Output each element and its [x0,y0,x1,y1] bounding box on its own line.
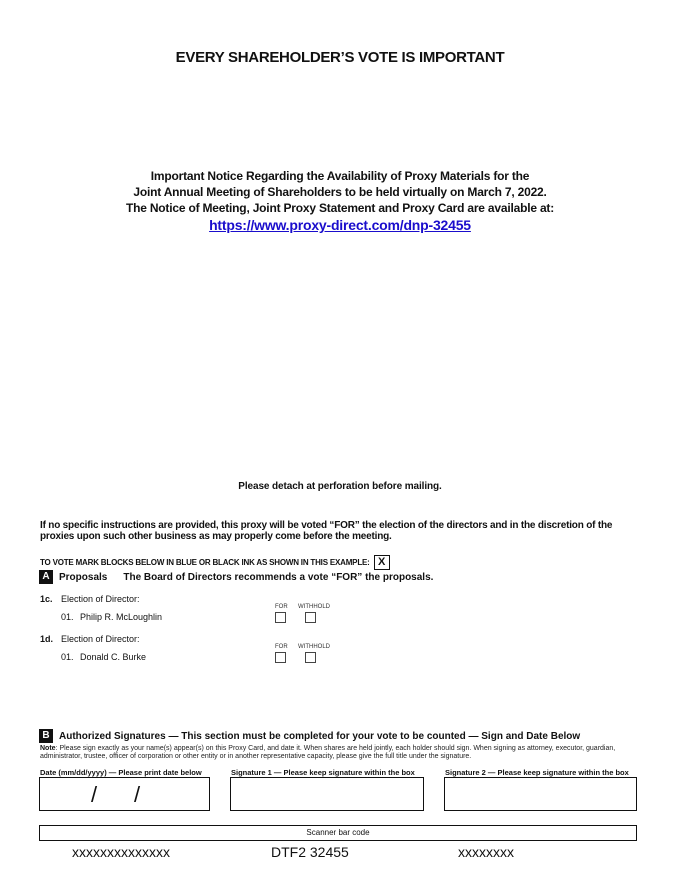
date-separator: / [134,782,141,807]
detach-instruction: Please detach at perforation before mailing. [238,481,442,492]
signature-note [40,745,640,761]
voting-instructions: If no specific instructions are provided, this proxy will be voted “FOR” the election of the directors and in the discretion of the proxies upon such other business as may properly come before the meeting. [40,520,613,542]
section-b-tag: B [39,729,53,743]
nominee-name: Philip R. McLoughlin [80,612,163,622]
page-title: EVERY SHAREHOLDER’S VOTE IS IMPORTANT [175,49,505,66]
signature-1-label: Signature 1 — Please keep signature within the box [231,768,415,777]
nominee-name: Donald C. Burke [80,652,147,662]
nominee-number: 01. [61,652,74,662]
code-left: xxxxxxxxxxxxxx [72,844,170,860]
vote-withhold-header: WITHHOLD [298,644,330,650]
proposal-title: Election of Director: [61,594,140,604]
vote-for-header: FOR [275,604,288,610]
proposal-number: 1d. [40,634,54,644]
proxy-notice [0,168,680,234]
date-separator: / [91,782,98,807]
mark-example-box: X [374,555,390,570]
note-label: Note [40,745,56,752]
nominee-number: 01. [61,612,74,622]
notice-line-1: Important Notice Regarding the Availability of Proxy Materials for the [150,169,530,183]
section-a-tag: A [39,570,53,584]
note-text: : Please sign exactly as your name(s) appear(s) on this Proxy Card, and date it. When shares are held jointly, each holder should sign. When signing as attorney, executor, guardian, administrator, trustee, officer of corporation or other entity or in another representative capacity, please give the full title under the signature. [40,745,616,760]
signature-2-label: Signature 2 — Please keep signature within the box [445,768,629,777]
section-a-label: Proposals [59,571,108,583]
vote-withhold-checkbox[interactable] [305,612,316,623]
notice-line-3: The Notice of Meeting, Joint Proxy Statement and Proxy Card are available at: [125,201,555,215]
mark-example-text: TO VOTE MARK BLOCKS BELOW IN BLUE OR BLACK INK AS SHOWN IN THIS EXAMPLE: [40,558,370,567]
mark-example-row [40,555,390,570]
code-mid: DTF2 32455 [271,844,349,860]
date-label: Date (mm/dd/yyyy) — Please print date below [40,768,202,777]
scanner-bar-code: Scanner bar code [39,825,637,841]
proposal-number: 1c. [40,594,53,604]
vote-for-checkbox[interactable] [275,612,286,623]
notice-line-2: Joint Annual Meeting of Shareholders to be held virtually on March 7, 2022. [133,185,547,199]
code-right: xxxxxxxx [458,844,514,860]
date-input-box[interactable] [39,777,210,811]
vote-withhold-header: WITHHOLD [298,604,330,610]
signature-1-box[interactable] [230,777,424,811]
vote-for-checkbox[interactable] [275,652,286,663]
board-recommendation: The Board of Directors recommends a vote “FOR” the proposals. [123,571,434,583]
vote-withhold-checkbox[interactable] [305,652,316,663]
section-b-label: Authorized Signatures — This section must be completed for your vote to be counted — Sign and Date Below [59,730,581,742]
proposal-title: Election of Director: [61,634,140,644]
section-b-header [39,729,580,743]
signature-2-box[interactable] [444,777,637,811]
section-a-header [39,570,433,584]
proxy-materials-link[interactable]: https://www.proxy-direct.com/dnp-32455 [209,217,471,233]
vote-for-header: FOR [275,644,288,650]
